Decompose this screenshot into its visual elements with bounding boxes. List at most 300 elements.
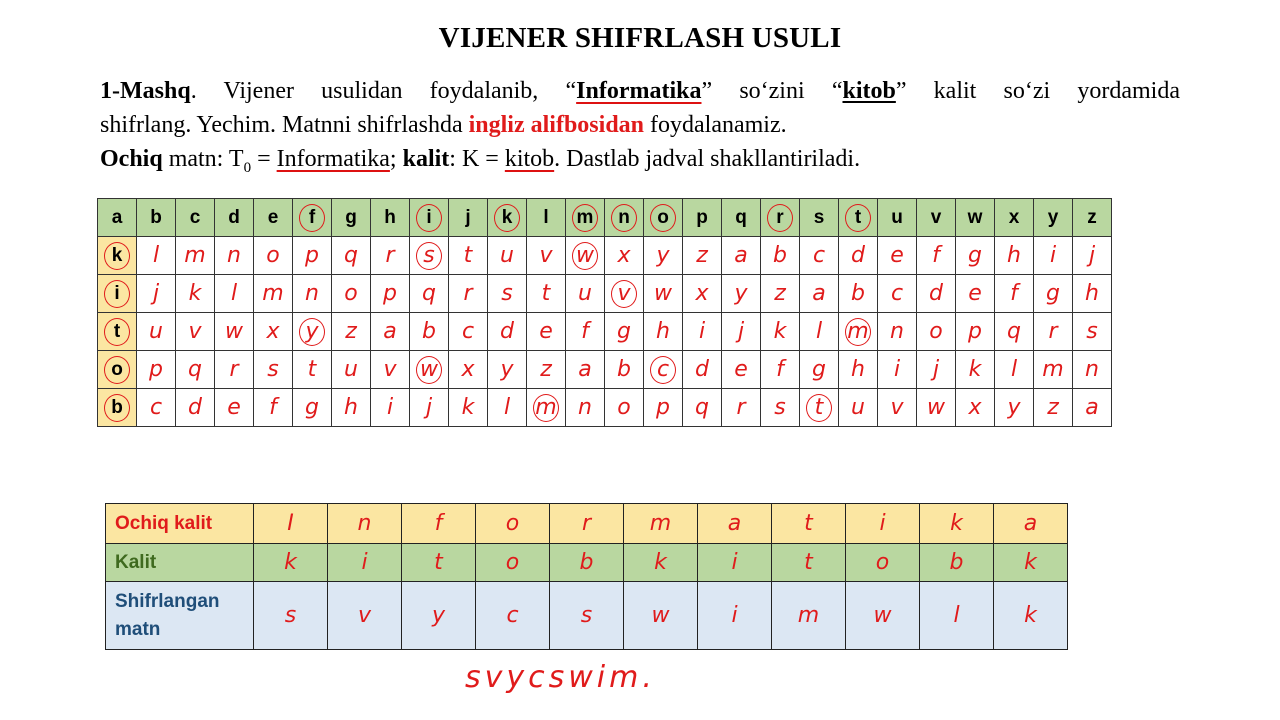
table-cell [137,389,176,427]
header-letter: g [345,206,357,228]
cell-letter: o [617,395,631,420]
cell-letter: x [695,281,709,306]
table-cell [1034,313,1073,351]
table-cell [644,313,683,351]
cell-letter: p [656,395,670,420]
header-letter: r [767,204,793,232]
cell-letter: j [152,281,160,306]
table-cell [761,389,800,427]
cell-letter: f [932,243,940,268]
encryption-cell: m [772,582,846,650]
header-letter: v [930,206,942,228]
cell-letter: y [734,281,748,306]
header-cell [371,199,410,237]
encryption-cell: t [772,544,846,582]
cell-letter: m [184,243,206,268]
cell-letter: x [968,395,982,420]
encryption-cell: i [328,544,402,582]
table-cell [761,351,800,389]
cell-letter: x [617,243,631,268]
cell-letter: g [305,395,319,420]
encryption-cell: k [920,504,994,544]
cell-letter: e [227,395,241,420]
encryption-cell: w [846,582,920,650]
cell-letter: l [1010,357,1018,382]
encryption-cell: b [550,544,624,582]
vigenere-table [97,198,1112,427]
cell-letter: j [1088,243,1096,268]
key-letter: o [104,356,130,384]
cell-letter: f [1010,281,1018,306]
header-letter: k [494,204,520,232]
cell-letter: v [383,357,397,382]
text-segment: foydalanamiz. [644,112,787,138]
text-segment: . Dastlab jadval shakllantiriladi. [554,146,861,172]
cell-letter: d [500,319,514,344]
encryption-cell: y [402,582,476,650]
cell-letter: z [345,319,357,344]
table-cell [917,237,956,275]
header-cell [722,199,761,237]
table-cell [722,275,761,313]
cell-letter: r [385,243,395,268]
cell-letter: m [533,394,559,422]
encryption-row [106,544,1068,582]
table-cell [956,351,995,389]
table-cell [800,389,839,427]
cell-letter: l [230,281,238,306]
table-cell [878,275,917,313]
table-cell [254,313,293,351]
table-cell [761,237,800,275]
header-letter: l [543,206,549,228]
vigenere-row [98,275,1112,313]
cell-letter: w [225,319,243,344]
encryption-cell: s [550,582,624,650]
row-label-line: matn [115,618,161,640]
cell-letter: t [307,357,317,382]
text-segment: = [251,146,277,172]
table-cell [1073,313,1112,351]
cell-letter: h [851,357,865,382]
cell-letter: z [774,281,786,306]
table-cell [176,237,215,275]
cell-letter: r [1048,319,1058,344]
table-cell [488,389,527,427]
cell-letter: b [773,243,787,268]
table-cell [1034,237,1073,275]
cell-letter: a [812,281,826,306]
cell-letter: s [501,281,513,306]
table-cell [527,351,566,389]
table-cell [137,351,176,389]
table-cell [566,275,605,313]
table-cell [293,351,332,389]
table-cell [371,237,410,275]
table-cell [449,275,488,313]
table-cell [683,389,722,427]
header-cell [410,199,449,237]
table-cell [605,351,644,389]
header-cell [995,199,1034,237]
table-cell [371,351,410,389]
cell-letter: a [734,243,748,268]
cell-letter: p [968,319,982,344]
encryption-cell: t [772,504,846,544]
vigenere-row [98,351,1112,389]
key-cell [98,389,137,427]
table-cell [293,313,332,351]
header-letter: z [1087,206,1097,228]
table-cell [800,237,839,275]
cell-letter: c [461,319,475,344]
cell-letter: q [344,243,358,268]
encryption-cell: k [994,544,1068,582]
row-label [106,582,254,650]
cell-letter: i [698,319,706,344]
cell-letter: o [344,281,358,306]
cell-letter: a [578,357,592,382]
header-cell [956,199,995,237]
cell-letter: g [1046,281,1060,306]
table-cell [371,275,410,313]
cell-letter: q [422,281,436,306]
cell-letter: z [696,243,708,268]
cell-letter: f [776,357,784,382]
encryption-cell: o [476,544,550,582]
plaintext-word: Informatika [576,78,702,104]
table-cell [722,351,761,389]
cell-letter: i [386,395,394,420]
cell-letter: g [968,243,982,268]
cell-letter: e [734,357,748,382]
cell-letter: g [812,357,826,382]
cell-letter: v [188,319,202,344]
header-cell [293,199,332,237]
table-cell [215,313,254,351]
vigenere-header-row [98,199,1112,237]
cell-letter: m [262,281,284,306]
encryption-row [106,504,1068,544]
table-cell [488,275,527,313]
header-cell [566,199,605,237]
table-cell [176,351,215,389]
table-cell [644,389,683,427]
encryption-cell: f [402,504,476,544]
cell-letter: q [1007,319,1021,344]
cell-letter: a [383,319,397,344]
cell-letter: h [656,319,670,344]
encryption-cell: m [624,504,698,544]
table-cell [878,313,917,351]
table-cell [527,389,566,427]
cell-letter: w [572,242,598,270]
header-letter: w [967,206,983,228]
header-cell [98,199,137,237]
cell-letter: g [617,319,631,344]
table-cell [1073,351,1112,389]
table-cell [293,275,332,313]
cell-letter: v [890,395,904,420]
cell-letter: r [463,281,473,306]
table-cell [644,275,683,313]
cell-letter: i [1049,243,1057,268]
encryption-cell: v [328,582,402,650]
encryption-cell: t [402,544,476,582]
cell-letter: t [806,394,832,422]
table-cell [722,237,761,275]
table-cell [332,313,371,351]
table-cell [566,313,605,351]
table-cell [449,237,488,275]
table-cell [683,313,722,351]
table-cell [527,237,566,275]
table-cell [566,351,605,389]
table-cell [410,313,449,351]
table-cell [254,275,293,313]
table-cell [410,351,449,389]
cell-letter: j [737,319,745,344]
table-cell [878,237,917,275]
table-cell [254,237,293,275]
header-letter: q [735,206,747,228]
table-cell [995,389,1034,427]
cell-letter: y [1007,395,1021,420]
cell-letter: k [968,357,982,382]
plaintext-word-2: Informatika [276,146,390,172]
header-cell [527,199,566,237]
table-cell [722,389,761,427]
encryption-cell: l [920,582,994,650]
cell-letter: h [1085,281,1099,306]
cell-letter: c [812,243,826,268]
encryption-cell: n [328,504,402,544]
table-cell [605,275,644,313]
table-cell [137,313,176,351]
header-letter: b [150,206,162,228]
encryption-cell: s [254,582,328,650]
encryption-cell: o [476,504,550,544]
exercise-label: 1-Mashq [100,78,191,104]
table-cell [449,389,488,427]
cell-letter: b [617,357,631,382]
cell-letter: h [1007,243,1021,268]
encryption-cell: k [994,582,1068,650]
table-cell [371,313,410,351]
table-cell [917,389,956,427]
cell-letter: c [890,281,904,306]
table-cell [1073,237,1112,275]
table-cell [800,313,839,351]
page-title: VIJENER SHIFRLASH USULI [438,22,842,54]
header-letter: u [891,206,903,228]
cell-letter: z [1047,395,1059,420]
table-cell [878,351,917,389]
table-cell [176,389,215,427]
cell-letter: h [344,395,358,420]
table-cell [683,275,722,313]
table-cell [332,389,371,427]
cell-letter: n [1085,357,1099,382]
table-cell [800,351,839,389]
table-cell [215,237,254,275]
table-cell [254,389,293,427]
encryption-cell: r [550,504,624,544]
cell-letter: c [650,356,676,384]
cell-letter: n [227,243,241,268]
table-cell [410,237,449,275]
header-letter: a [111,206,123,228]
cell-letter: l [503,395,511,420]
table-cell [410,275,449,313]
text-segment: ; [389,146,403,172]
table-cell [449,313,488,351]
table-cell [332,351,371,389]
cell-letter: e [890,243,904,268]
table-cell [527,275,566,313]
header-letter: m [572,204,598,232]
header-cell [215,199,254,237]
table-cell [956,313,995,351]
table-cell [644,237,683,275]
table-cell [215,275,254,313]
cell-letter: f [269,395,277,420]
key-letter: b [104,394,130,422]
cell-letter: z [540,357,552,382]
header-cell [917,199,956,237]
cell-letter: w [654,281,672,306]
table-cell [137,275,176,313]
ciphertext-result: svycswim. [465,660,656,695]
cell-letter: d [695,357,709,382]
text-segment: ” kalit so‘zi yordamida [895,78,1180,104]
vigenere-row [98,389,1112,427]
table-cell [1034,275,1073,313]
key-word-2: kitob [504,146,555,172]
table-cell [332,275,371,313]
text-segment: ” so‘zini “ [701,78,843,104]
table-cell [293,237,332,275]
table-cell [683,351,722,389]
cell-letter: b [851,281,865,306]
header-letter: n [611,204,637,232]
header-cell [254,199,293,237]
key-cell [98,313,137,351]
encryption-cell: a [994,504,1068,544]
cell-letter: s [774,395,786,420]
table-cell [995,313,1034,351]
header-letter: x [1008,206,1020,228]
header-letter: y [1047,206,1059,228]
table-cell [449,351,488,389]
cell-letter: j [425,395,433,420]
table-cell [800,275,839,313]
cell-letter: m [1042,357,1064,382]
table-cell [332,237,371,275]
cell-letter: v [539,243,553,268]
table-cell [839,351,878,389]
header-cell [644,199,683,237]
cell-letter: p [149,357,163,382]
header-letter: t [845,204,871,232]
table-cell [839,275,878,313]
encryption-cell: I [254,504,328,544]
encryption-cell: c [476,582,550,650]
cell-letter: e [539,319,553,344]
cell-letter: d [851,243,865,268]
encryption-cell: b [920,544,994,582]
table-cell [878,389,917,427]
table-cell [176,275,215,313]
cell-letter: u [344,357,358,382]
table-cell [215,389,254,427]
row-label: Ochiq kalit [106,504,254,544]
cell-letter: l [152,243,160,268]
vigenere-row [98,237,1112,275]
table-cell [995,275,1034,313]
exercise-line-3 [100,142,1180,185]
header-cell [761,199,800,237]
cell-letter: l [815,319,823,344]
cell-letter: f [581,319,589,344]
header-letter: c [189,206,201,228]
table-cell [488,237,527,275]
header-letter: i [416,204,442,232]
table-cell [488,351,527,389]
header-cell [683,199,722,237]
header-letter: j [465,206,471,228]
header-cell [878,199,917,237]
encryption-cell: k [624,544,698,582]
cell-letter: p [383,281,397,306]
cell-letter: y [656,243,670,268]
kalit-label: kalit [402,146,450,172]
cell-letter: s [416,242,442,270]
table-cell [293,389,332,427]
table-cell [917,275,956,313]
table-cell [1073,275,1112,313]
table-cell [410,389,449,427]
table-cell [215,351,254,389]
vigenere-row [98,313,1112,351]
cell-letter: x [266,319,280,344]
table-cell [995,351,1034,389]
table-cell [761,313,800,351]
cell-letter: i [893,357,901,382]
header-letter: o [650,204,676,232]
table-cell [956,389,995,427]
table-cell [488,313,527,351]
header-cell [800,199,839,237]
cell-letter: k [461,395,475,420]
cell-letter: n [305,281,319,306]
cell-letter: s [1086,319,1098,344]
table-cell [1034,351,1073,389]
header-cell [839,199,878,237]
header-letter: h [384,206,396,228]
text-segment: : K = [449,146,505,172]
subscript: 0 [243,159,252,176]
exercise-line-2 [100,108,1180,142]
header-cell [605,199,644,237]
header-letter: e [267,206,279,228]
cell-letter: n [578,395,592,420]
table-cell [566,389,605,427]
cell-letter: w [927,395,945,420]
encryption-cell: o [846,544,920,582]
cell-letter: v [611,280,637,308]
text-segment: . Vijener usulidan foydalanib, “ [190,78,577,104]
